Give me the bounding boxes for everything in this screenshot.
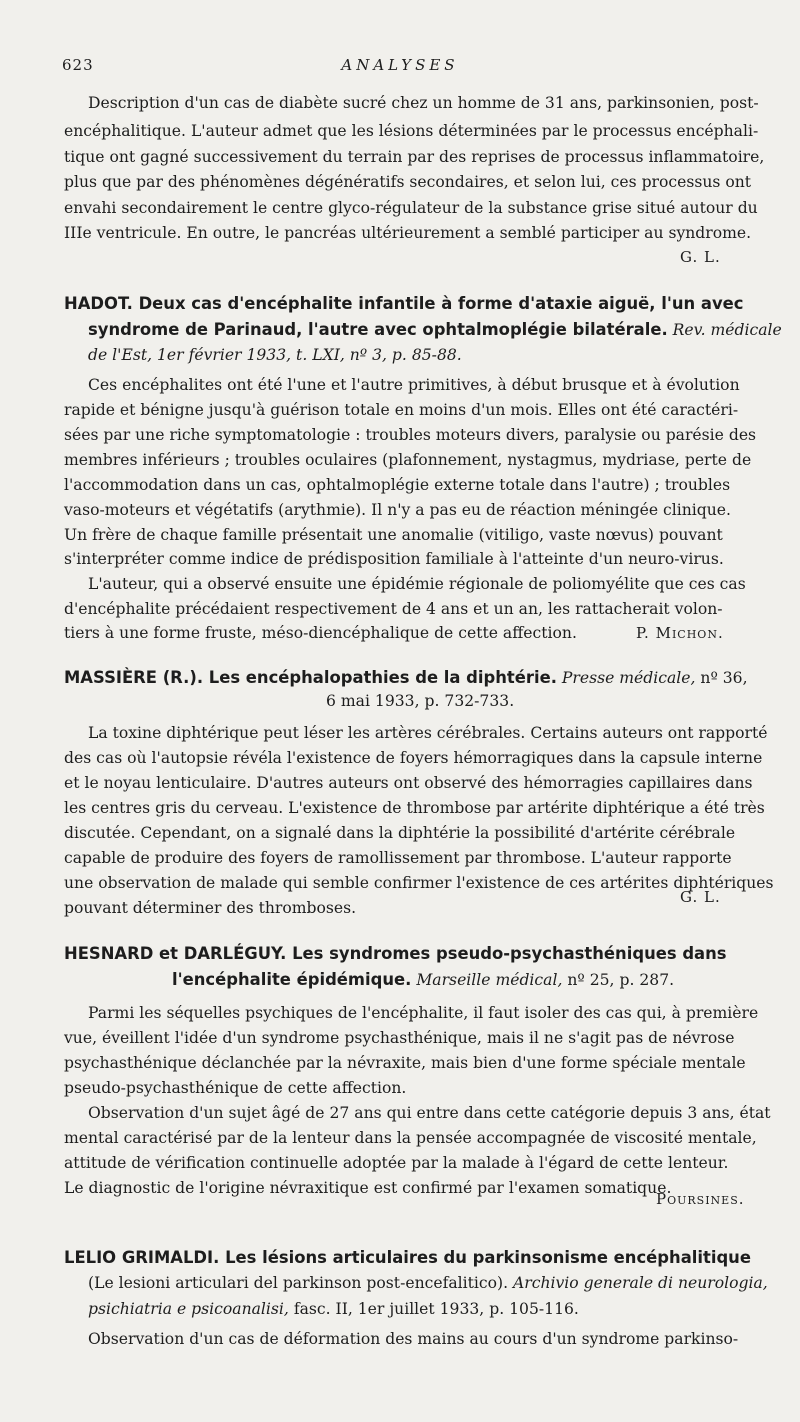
- text-line: pseudo-psychasthénique de cette affection.: [64, 1079, 407, 1097]
- journal-name: Marseille médical,: [416, 971, 563, 989]
- citation: fasc. II, 1er juillet 1933, p. 105-116.: [293, 1300, 579, 1318]
- article-title: [64, 668, 748, 687]
- signature: Poursines.: [656, 1190, 745, 1208]
- text-line: encéphalitique. L'auteur admet que les lésions déterminées par le processus encéphali-: [64, 122, 759, 140]
- signature: P. Michon.: [636, 624, 724, 642]
- signature: G. L.: [680, 888, 721, 906]
- text-line: tique ont gagné successivement du terrain par des reprises de processus inflammatoire,: [64, 148, 765, 166]
- journal-name: psichiatria e psicoanalisi,: [88, 1300, 289, 1318]
- text-line: Le diagnostic de l'origine névraxitique est confirmé par l'examen somatique.: [64, 1179, 672, 1197]
- citation: (Le lesioni articulari del parkinson post-encefalitico).: [88, 1274, 509, 1292]
- page-number: 623: [62, 56, 94, 74]
- citation: nº 36,: [700, 669, 748, 687]
- text-line: sées par une riche symptomatologie : troubles moteurs divers, paralysie ou parésie des: [64, 426, 757, 444]
- article-title-cont: [88, 1274, 768, 1292]
- text-line: s'interpréter comme indice de prédisposition familiale à l'atteinte d'un neuro-virus.: [64, 550, 724, 568]
- text-line: attitude de vérification continuelle adoptée par la malade à l'égard de cette lenteur.: [64, 1154, 729, 1172]
- text-line: Observation d'un cas de déformation des mains au cours d'un syndrome parkinso-: [88, 1330, 739, 1348]
- text-line: des cas où l'autopsie révéla l'existence de foyers hémorragiques dans la capsule interne: [64, 749, 763, 767]
- citation: de l'Est, 1er février 1933, t. LXI, nº 3, p. 85-88.: [88, 346, 462, 364]
- text-line: rapide et bénigne jusqu'à guérison totale en moins d'un mois. Elles ont été caractéri-: [64, 401, 739, 419]
- article-title-bold: syndrome de Parinaud, l'autre avec ophtalmoplégie bilatérale.: [88, 320, 668, 339]
- text-line: vue, éveillent l'idée d'un syndrome psychasthénique, mais il ne s'agit pas de névrose: [64, 1029, 735, 1047]
- running-title: ANALYSES: [341, 56, 459, 74]
- article-title-cont: [172, 970, 674, 989]
- text-line: Observation d'un sujet âgé de 27 ans qui entre dans cette catégorie depuis 3 ans, état: [88, 1104, 771, 1122]
- text-line: vaso-moteurs et végétatifs (arythmie). Il n'y a pas eu de réaction méningée clinique.: [64, 501, 731, 519]
- text-line: Description d'un cas de diabète sucré chez un homme de 31 ans, parkinsonien, post-: [88, 94, 759, 112]
- text-line: envahi secondairement le centre glyco-régulateur de la substance grise situé autour du: [64, 199, 758, 217]
- text-line: et le noyau lenticulaire. D'autres auteurs ont observé des hémorragies capillaires dans: [64, 774, 753, 792]
- citation: nº 25, p. 287.: [567, 971, 675, 989]
- text-line: psychasthénique déclanchée par la névraxite, mais bien d'une forme spéciale mentale: [64, 1054, 746, 1072]
- article-title-cont: [88, 320, 782, 339]
- text-line: membres inférieurs ; troubles oculaires (plafonnement, nystagmus, mydriase, perte de: [64, 451, 752, 469]
- text-line: Ces encéphalites ont été l'une et l'autre primitives, à début brusque et à évolution: [88, 376, 740, 394]
- citation-cont: [88, 1300, 579, 1318]
- article-title: HADOT. Deux cas d'encéphalite infantile à forme d'ataxie aiguë, l'un avec: [64, 294, 744, 313]
- journal-name: Rev. médicale: [672, 321, 782, 339]
- article-title-bold: l'encéphalite épidémique.: [172, 970, 412, 989]
- text-line: pouvant déterminer des thromboses.: [64, 899, 357, 917]
- article-title-bold: MASSIÈRE (R.). Les encéphalopathies de la diphtérie.: [64, 668, 557, 687]
- text-line: d'encéphalite précédaient respectivement de 4 ans et un an, les rattacherait volon-: [64, 600, 723, 618]
- text-line: tiers à une forme fruste, méso-diencéphalique de cette affection.: [64, 624, 577, 642]
- text-line: La toxine diphtérique peut léser les artères cérébrales. Certains auteurs ont rapporté: [88, 724, 768, 742]
- text-line: plus que par des phénomènes dégénératifs secondaires, et selon lui, ces processus ont: [64, 173, 752, 191]
- citation: 6 mai 1933, p. 732-733.: [326, 692, 515, 710]
- text-line: IIIe ventricule. En outre, le pancréas ultérieurement a semblé participer au syndrome.: [64, 224, 752, 242]
- journal-name: Archivio generale di neurologia,: [513, 1274, 768, 1292]
- text-line: l'accommodation dans un cas, ophtalmoplégie externe totale dans l'autre) ; troubles: [64, 476, 731, 494]
- text-line: les centres gris du cerveau. L'existence de thrombose par artérite diphtérique a été très: [64, 799, 765, 817]
- signature: G. L.: [680, 248, 721, 266]
- journal-name: Presse médicale,: [561, 669, 696, 687]
- text-line: Un frère de chaque famille présentait une anomalie (vitiligo, vaste nœvus) pouvant: [64, 526, 723, 544]
- article-title: LELIO GRIMALDI. Les lésions articulaires du parkinsonisme encéphalitique: [64, 1248, 751, 1267]
- article-title: HESNARD et DARLÉGUY. Les syndromes pseudo-psychasthéniques dans: [64, 944, 727, 963]
- text-line: Parmi les séquelles psychiques de l'encéphalite, il faut isoler des cas qui, à première: [88, 1004, 759, 1022]
- text-line: capable de produire des foyers de ramollissement par thrombose. L'auteur rapporte: [64, 849, 732, 867]
- text-line: mental caractérisé par de la lenteur dans la pensée accompagnée de viscosité mentale,: [64, 1129, 757, 1147]
- text-line: discutée. Cependant, on a signalé dans la diphtérie la possibilité d'artérite cérébrale: [64, 824, 736, 842]
- text-line: L'auteur, qui a observé ensuite une épidémie régionale de poliomyélite que ces cas: [88, 575, 746, 593]
- text-line: une observation de malade qui semble confirmer l'existence de ces artérites diphtériques: [64, 874, 774, 892]
